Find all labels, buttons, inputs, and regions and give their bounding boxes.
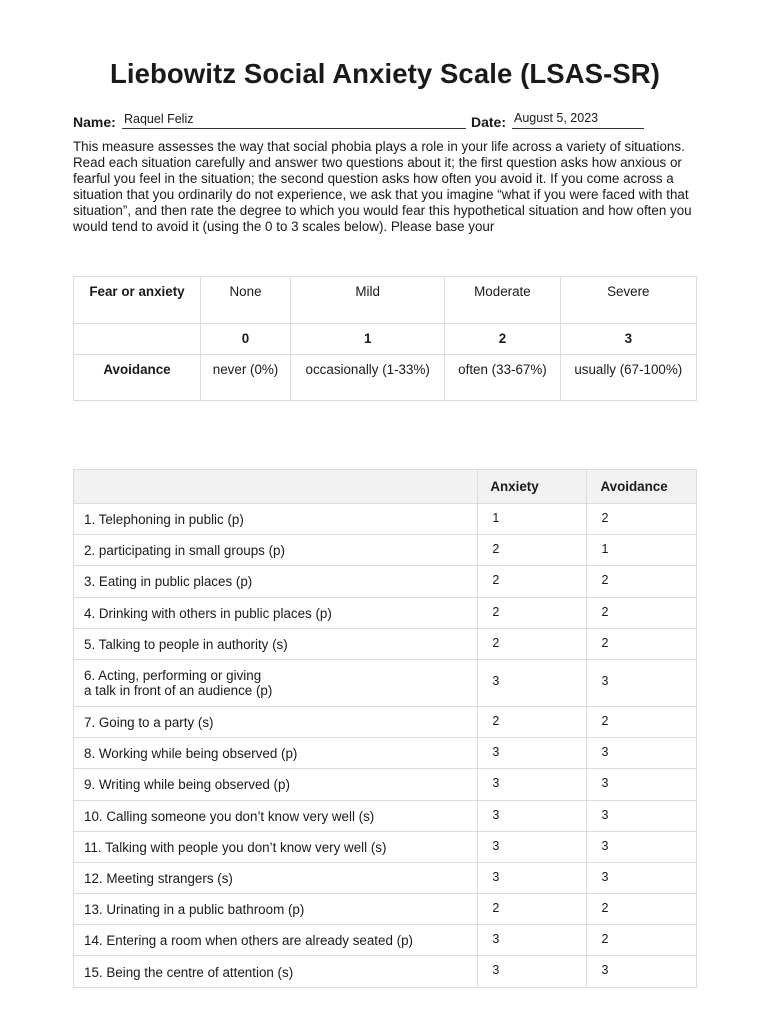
table-row — [74, 956, 697, 987]
table-header-row — [74, 470, 697, 504]
situation-line: a talk in front of an audience (p) — [84, 683, 273, 699]
empty-cell — [74, 324, 201, 355]
anxiety-cell[interactable]: 1 — [478, 504, 587, 535]
avoidance-cell[interactable]: 3 — [587, 659, 697, 706]
avoidance-cell[interactable]: 2 — [587, 566, 697, 597]
situation-cell: 15. Being the centre of attention (s) — [74, 956, 478, 987]
date-label: Date: — [471, 114, 507, 130]
anxiety-cell[interactable]: 3 — [478, 800, 587, 831]
situation-cell: 8. Working while being observed (p) — [74, 738, 478, 769]
avoidance-cell[interactable]: 3 — [587, 831, 697, 862]
situations-table — [73, 469, 697, 988]
anxiety-cell[interactable]: 3 — [478, 831, 587, 862]
anxiety-header: Anxiety — [478, 470, 587, 504]
avoidance-cell[interactable]: 3 — [587, 738, 697, 769]
page-title: Liebowitz Social Anxiety Scale (LSAS-SR) — [109, 58, 661, 89]
avoidance-level: usually (67-100%) — [560, 355, 696, 401]
avoidance-cell[interactable]: 2 — [587, 706, 697, 737]
avoidance-cell[interactable]: 2 — [587, 628, 697, 659]
avoidance-cell[interactable]: 1 — [587, 535, 697, 566]
instructions-text: This measure assesses the way that social phobia plays a role in your life across a variety of situations. Read each situation carefully and answer two questions about it; the first question asks how anxious or fearful you feel in the situation; the second question asks how often you avoid it. If you come across a situation that you ordinarily do not experience, we ask that you imagine “what if you were faced with that situation”, and then rate the degree to which you would fear this hypothetical situation and how often you would tend to avoid it (using the 0 to 3 scales below). Please base your — [73, 139, 692, 235]
anxiety-cell[interactable]: 3 — [478, 862, 587, 893]
anxiety-cell[interactable]: 2 — [478, 535, 587, 566]
scale-number: 0 — [201, 324, 291, 355]
situation-cell: 9. Writing while being observed (p) — [74, 769, 478, 800]
scale-number: 1 — [291, 324, 445, 355]
table-row — [74, 706, 697, 737]
rating-scale-table — [73, 276, 697, 401]
scale-levels-row — [74, 277, 697, 324]
anxiety-cell[interactable]: 3 — [478, 659, 587, 706]
table-row — [74, 862, 697, 893]
table-row — [74, 628, 697, 659]
scale-avoidance-row — [74, 355, 697, 401]
table-row — [74, 800, 697, 831]
situation-cell: 14. Entering a room when others are already seated (p) — [74, 925, 478, 956]
situation-cell: 2. participating in small groups (p) — [74, 535, 478, 566]
table-row — [74, 925, 697, 956]
situation-cell: 11. Talking with people you don’t know very well (s) — [74, 831, 478, 862]
situation-cell: 12. Meeting strangers (s) — [74, 862, 478, 893]
situation-cell: 10. Calling someone you don’t know very well (s) — [74, 800, 478, 831]
situation-cell: 13. Urinating in a public bathroom (p) — [74, 894, 478, 925]
anxiety-cell[interactable]: 2 — [478, 628, 587, 659]
scale-level: Moderate — [445, 277, 560, 324]
avoidance-label: Avoidance — [74, 355, 201, 401]
anxiety-cell[interactable]: 3 — [478, 738, 587, 769]
scale-level: None — [201, 277, 291, 324]
scale-level: Severe — [560, 277, 696, 324]
table-row — [74, 769, 697, 800]
anxiety-cell[interactable]: 2 — [478, 597, 587, 628]
table-row — [74, 504, 697, 535]
anxiety-cell[interactable]: 2 — [478, 706, 587, 737]
table-row — [74, 566, 697, 597]
scale-level: Mild — [291, 277, 445, 324]
avoidance-cell[interactable]: 2 — [587, 925, 697, 956]
situation-line: 6. Acting, performing or giving — [84, 668, 262, 684]
anxiety-cell[interactable]: 2 — [478, 894, 587, 925]
anxiety-cell[interactable]: 3 — [478, 925, 587, 956]
name-value[interactable]: Raquel Feliz — [124, 112, 194, 126]
situation-cell: 4. Drinking with others in public places (p) — [74, 597, 478, 628]
scale-number: 2 — [445, 324, 560, 355]
fear-label: Fear or anxiety — [74, 277, 201, 324]
table-row — [74, 738, 697, 769]
avoidance-cell[interactable]: 3 — [587, 769, 697, 800]
date-value[interactable]: August 5, 2023 — [514, 111, 599, 125]
name-line — [122, 128, 466, 129]
situation-cell: 5. Talking to people in authority (s) — [74, 628, 478, 659]
avoidance-cell[interactable]: 3 — [587, 862, 697, 893]
avoidance-cell[interactable]: 3 — [587, 800, 697, 831]
avoidance-cell[interactable]: 2 — [587, 597, 697, 628]
situation-cell: 3. Eating in public places (p) — [74, 566, 478, 597]
table-row — [74, 894, 697, 925]
avoidance-cell[interactable]: 2 — [587, 894, 697, 925]
table-row — [74, 597, 697, 628]
scale-number: 3 — [560, 324, 696, 355]
avoidance-header: Avoidance — [587, 470, 697, 504]
avoidance-cell[interactable]: 2 — [587, 504, 697, 535]
anxiety-cell[interactable]: 3 — [478, 956, 587, 987]
avoidance-level: occasionally (1-33%) — [291, 355, 445, 401]
avoidance-level: never (0%) — [201, 355, 291, 401]
table-row — [74, 535, 697, 566]
situation-header — [74, 470, 478, 504]
anxiety-cell[interactable]: 3 — [478, 769, 587, 800]
avoidance-cell[interactable]: 3 — [587, 956, 697, 987]
date-line — [512, 128, 644, 129]
name-label: Name: — [73, 114, 116, 130]
table-row — [74, 831, 697, 862]
scale-numbers-row — [74, 324, 697, 355]
anxiety-cell[interactable]: 2 — [478, 566, 587, 597]
avoidance-level: often (33-67%) — [445, 355, 560, 401]
situation-cell: 1. Telephoning in public (p) — [74, 504, 478, 535]
situation-cell: 7. Going to a party (s) — [74, 706, 478, 737]
table-row — [74, 659, 697, 706]
situation-cell — [74, 659, 478, 706]
